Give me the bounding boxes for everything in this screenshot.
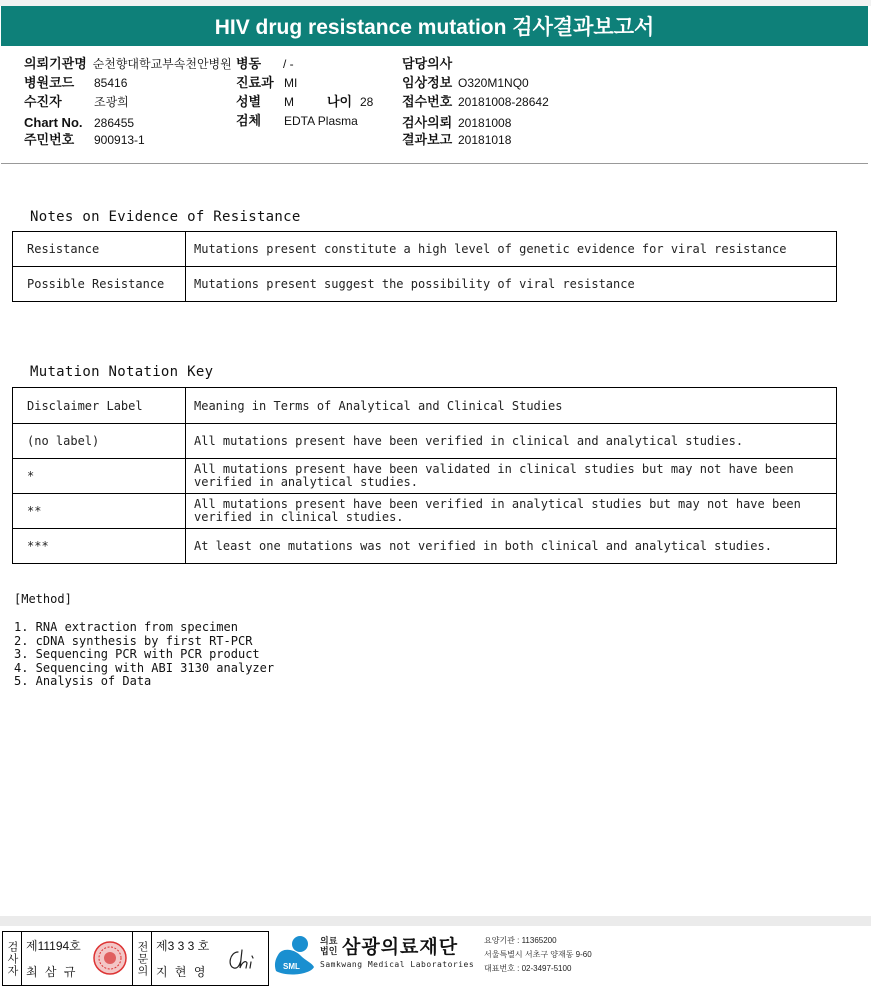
- list-item: 1. RNA extraction from specimen: [14, 620, 238, 634]
- evidence-table: [12, 231, 837, 302]
- request-date-label: 검사의뢰: [402, 115, 453, 130]
- notation-text-cell: All mutations present have been verified in analytical studies but may not have been verified in clinical studies.: [186, 494, 837, 529]
- hospital-code-label: 병원코드: [24, 75, 75, 90]
- id-number-field: [24, 131, 145, 149]
- list-item: 3. Sequencing PCR with PCR product: [14, 647, 260, 661]
- result-date-field: [402, 131, 511, 149]
- evidence-text-cell: Mutations present suggest the possibility of viral resistance: [186, 267, 837, 302]
- table-row: [13, 232, 837, 267]
- signature-icon: [224, 946, 258, 974]
- receipt-field: [402, 93, 549, 111]
- signature-box: [2, 931, 269, 986]
- doctor-label: 담당의사: [402, 56, 453, 71]
- ward-label: 병동: [236, 56, 262, 71]
- method-title: [Method]: [14, 592, 72, 606]
- institution-value: 순천향대학교부속천안병원: [92, 57, 232, 71]
- chart-no-field: [24, 114, 134, 132]
- evidence-text-cell: Mutations present constitute a high level of genetic evidence for viral resistance: [186, 232, 837, 267]
- notation-table: [12, 387, 837, 564]
- result-date-label: 결과보고: [402, 132, 453, 147]
- chart-no-label: Chart No.: [24, 115, 83, 130]
- notation-text-cell: All mutations present have been verified in clinical and analytical studies.: [186, 424, 837, 459]
- logo-badge: SML: [283, 962, 300, 971]
- table-header-row: [13, 388, 837, 424]
- age-label: 나이: [327, 94, 353, 109]
- table-row: [13, 459, 837, 494]
- id-number-label: 주민번호: [24, 132, 75, 147]
- hospital-code-field: [24, 74, 127, 92]
- table-row: [13, 494, 837, 529]
- age-field: [327, 93, 373, 111]
- specimen-value: EDTA Plasma: [284, 114, 358, 128]
- clinical-info-value: O320M1NQ0: [458, 76, 529, 90]
- hospital-code-value: 85416: [94, 76, 128, 90]
- sex-field: [236, 93, 294, 111]
- notation-text-cell: All mutations present have been validated in clinical studies but may not have been verified in analytical studies.: [186, 459, 837, 494]
- specialist-number: 제3 3 3 호: [156, 939, 210, 953]
- evidence-title: Notes on Evidence of Resistance: [30, 209, 301, 225]
- examiner-label: 검사자: [3, 932, 22, 985]
- dept-field: [236, 74, 297, 92]
- doctor-field: [402, 55, 452, 73]
- list-item: 4. Sequencing with ABI 3130 analyzer: [14, 660, 275, 675]
- examiner-info: [22, 932, 133, 985]
- notation-header-label: Disclaimer Label: [13, 388, 186, 424]
- request-date-field: [402, 114, 511, 132]
- list-item: 5. Analysis of Data: [14, 674, 152, 688]
- clinical-info-label: 임상정보: [402, 75, 453, 90]
- logo-prefix: [320, 936, 337, 956]
- dept-label: 진료과: [236, 75, 274, 90]
- request-date-value: 20181008: [458, 116, 512, 130]
- logo-name: 삼광의료재단: [342, 936, 459, 958]
- specimen-field: [236, 112, 358, 130]
- table-row: [13, 529, 837, 564]
- notation-text-cell: At least one mutations was not verified in both clinical and analytical studies.: [186, 529, 837, 564]
- sex-value: M: [284, 95, 294, 109]
- method-steps: [14, 621, 274, 689]
- table-row: [13, 267, 837, 302]
- sml-logo-icon: [272, 933, 316, 977]
- logo-prefix-top: 의료: [320, 936, 338, 946]
- lab-info-phone: 대표번호 : 02-3497-5100: [484, 964, 572, 973]
- header-divider: [1, 163, 868, 164]
- chart-no-value: 286455: [94, 116, 135, 130]
- notation-label-cell: (no label): [13, 424, 186, 459]
- id-number-value: 900913-1: [94, 133, 145, 147]
- specialist-name: 지 현 영: [156, 965, 208, 979]
- specimen-label: 검체: [236, 113, 262, 128]
- evidence-label-cell: Possible Resistance: [13, 267, 186, 302]
- age-value: 28: [360, 95, 374, 109]
- notation-label-cell: **: [13, 494, 186, 529]
- ward-value: / -: [282, 57, 294, 71]
- lab-logo: [272, 930, 602, 986]
- dept-value: MI: [284, 76, 298, 90]
- evidence-label-cell: Resistance: [13, 232, 186, 267]
- examiner-number: 제11194호: [26, 939, 81, 953]
- patient-value: 조광희: [94, 95, 129, 109]
- notation-header-text: Meaning in Terms of Analytical and Clinical Studies: [186, 388, 837, 424]
- sex-label: 성별: [236, 94, 262, 109]
- patient-label: 수진자: [24, 94, 62, 109]
- logo-prefix-bottom: 법인: [320, 946, 338, 956]
- notation-label-cell: *: [13, 459, 186, 494]
- patient-field: [24, 93, 129, 111]
- receipt-label: 접수번호: [402, 94, 453, 109]
- footer-separator: [0, 916, 871, 926]
- result-date-value: 20181018: [458, 133, 512, 147]
- notation-label-cell: ***: [13, 529, 186, 564]
- list-item: 2. cDNA synthesis by first RT-PCR: [14, 633, 253, 648]
- institution-label: 의뢰기관명: [24, 56, 87, 71]
- examiner-name: 최 삼 규: [26, 965, 78, 979]
- lab-info-address: 서울특별시 서초구 양재동 9-60: [484, 950, 592, 959]
- specialist-info: [152, 932, 266, 985]
- receipt-value: 20181008-28642: [458, 95, 549, 109]
- institution-field: [24, 55, 232, 73]
- lab-info: [484, 934, 592, 976]
- logo-subtitle: Samkwang Medical Laboratories: [320, 960, 475, 969]
- clinical-info-field: [402, 74, 529, 92]
- notation-title: Mutation Notation Key: [30, 364, 214, 380]
- table-row: [13, 424, 837, 459]
- official-seal-icon: [92, 940, 128, 976]
- specialist-label: 전문의: [133, 932, 152, 985]
- ward-field: [236, 55, 294, 73]
- report-title: HIV drug resistance mutation 검사결과보고서: [1, 6, 868, 46]
- lab-info-code: 요양기관 : 11365200: [484, 936, 557, 945]
